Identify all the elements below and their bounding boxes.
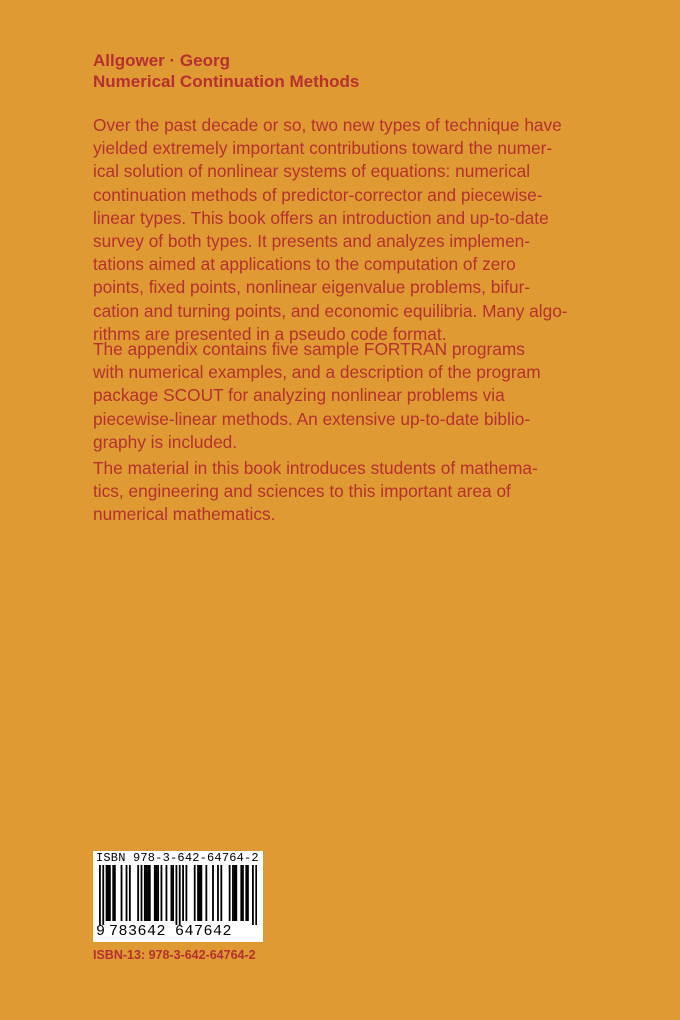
paragraph-line: The material in this book introduces students of mathema- (93, 458, 538, 478)
paragraph-line: yielded extremely important contributions toward the numer- (93, 138, 553, 159)
barcode-bar (205, 865, 207, 921)
barcode-bar (232, 865, 234, 921)
barcode-bar (109, 865, 111, 921)
barcode-bar (217, 865, 219, 921)
barcode-bar (185, 865, 187, 921)
paragraph-line: numerical mathematics. (93, 504, 276, 525)
barcode-bar (245, 865, 247, 921)
paragraph-line: package SCOUT for analyzing nonlinear problems via (93, 385, 505, 406)
barcode-bar (107, 865, 109, 921)
barcode-bar (99, 865, 101, 925)
barcode-bar (182, 865, 184, 921)
barcode-bar (137, 865, 139, 921)
description-paragraph-2 (93, 338, 541, 454)
barcode-isbn-label: ISBN 978-3-642-64764-2 (96, 851, 259, 865)
paragraph-line: linear types. This book offers an introduction and up-to-date (93, 207, 549, 228)
barcode-bar (179, 865, 181, 925)
paragraph-line: ical solution of nonlinear systems of equations: numerical (93, 161, 531, 182)
barcode-bar (102, 865, 104, 925)
barcode-bar (172, 865, 174, 921)
barcode-bar (126, 865, 128, 921)
barcode-bars (99, 865, 257, 925)
barcode-bar (176, 865, 178, 925)
paragraph-line: Over the past decade or so, two new types of technique have (93, 115, 562, 135)
barcode-bar (235, 865, 237, 921)
book-title: Numerical Continuation Methods (93, 72, 360, 91)
barcode-bar (154, 865, 156, 921)
description-paragraph-3 (93, 457, 538, 527)
barcode-bar (114, 865, 116, 921)
paragraph-line: cation and turning points, and economic equilibria. Many algo- (93, 300, 568, 321)
paragraph-line: graphy is included. (93, 431, 238, 452)
barcode-bar (146, 865, 148, 921)
barcode-digits-right: 647642 (175, 923, 233, 940)
barcode-bar (240, 865, 242, 921)
barcode-bar (255, 865, 257, 925)
barcode-bar (194, 865, 196, 921)
barcode-bar (200, 865, 202, 921)
barcode-bar (161, 865, 163, 921)
paragraph-line: The appendix contains five sample FORTRAN programs (93, 339, 525, 359)
paragraph-line: tations aimed at applications to the computation of zero (93, 254, 516, 275)
barcode-bar (121, 865, 123, 921)
paragraph-line: rithms are presented in a pseudo code format. (93, 323, 447, 344)
barcode-bar (149, 865, 151, 921)
barcode-bar (171, 865, 173, 921)
description-paragraph-1 (93, 114, 568, 346)
barcode-bar (252, 865, 254, 925)
barcode-bar (129, 865, 131, 921)
paragraph-line: continuation methods of predictor-corrector and piecewise- (93, 184, 543, 205)
barcode-bar (242, 865, 244, 921)
barcode-bar (106, 865, 108, 921)
barcode-bar (234, 865, 236, 921)
isbn-13-label: ISBN-13: 978-3-642-64764-2 (93, 948, 256, 962)
barcode-bar (141, 865, 143, 921)
barcode-bar (212, 865, 214, 921)
barcode-bar (156, 865, 158, 921)
barcode-bar (157, 865, 159, 921)
barcode-bar (229, 865, 231, 921)
barcode-bar (197, 865, 199, 921)
barcode-bar (147, 865, 149, 921)
paragraph-line: with numerical examples, and a description of the program (93, 362, 541, 383)
barcode (93, 851, 263, 942)
paragraph-line: points, fixed points, nonlinear eigenvalue problems, bifur- (93, 277, 531, 298)
barcode-bar (247, 865, 249, 921)
paragraph-line: piecewise-linear methods. An extensive up-to-date biblio- (93, 408, 531, 429)
barcode-bar (220, 865, 222, 921)
barcode-bar (166, 865, 168, 921)
barcode-digit-first: 9 (96, 923, 106, 940)
paragraph-line: survey of both types. It presents and analyzes implemen- (93, 231, 531, 252)
barcode-bar (144, 865, 146, 921)
barcode-bar (112, 865, 114, 921)
paragraph-line: tics, engineering and sciences to this important area of (93, 481, 511, 502)
barcode-bar (199, 865, 201, 921)
barcode-digits-left: 783642 (109, 923, 167, 940)
barcode-digits (96, 923, 232, 940)
authors: Allgower · Georg (93, 51, 230, 70)
